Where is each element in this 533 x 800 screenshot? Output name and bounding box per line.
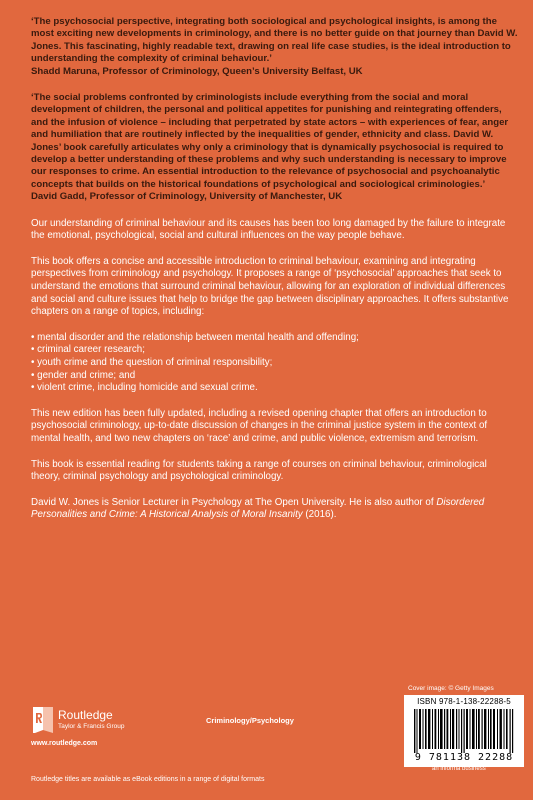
list-item: • mental disorder and the relationship between mental health and offending; [31,332,518,345]
intro-paragraph: Our understanding of criminal behaviour and its causes has been too long damaged by the failure to integrate the emotional, psychological, social and cultural influences on the way people behave. [31,217,506,242]
endorsement-quote-1: ‘The psychosocial perspective, integrating both sociological and psychological insights, is among the most exciting new developments in criminology, and there is no better guide on that journey than David W. Jones. This fascinating, highly readable text, drawing on real life case studies, is the ideal introduction to understanding the complexity of criminal behaviour.’ Shadd Maruna, Professor of Criminology, Queen’s University Belfast, UK [31,16,518,77]
list-item: • gender and crime; and [31,370,518,383]
offers-paragraph: This book offers a concise and accessible introduction to criminal behaviour, examining and integrating perspectives from criminology and psychology. It proposes a range of ‘psychosocial’ approaches that seek to understand the emotions that surround criminal behaviour, allowing for an exploration of individual differences and social and culture issues that help to bridge the gap between disciplinary approaches. It offers substantive chapters on a range of topics, including: [31,255,509,318]
endorsement-attribution-2: David Gadd, Professor of Criminology, University of Manchester, UK [31,191,343,203]
isbn-number: ISBN 978-1-138-22288-5 [417,697,511,706]
essential-paragraph: This book is essential reading for students taking a range of courses on criminal behaviour, criminological theory, criminal psychology and psychological criminology. [31,458,487,483]
edition-paragraph: This new edition has been fully updated, including a revised opening chapter that offers an introduction to psychosocial criminology, up-to-date discussion of changes in the criminal justice system in the context of mental health, and two new chapters on ‘race’ and crime, and public violence, extremism and terrorism. [31,407,488,444]
publisher-brand [58,708,124,730]
list-item: • youth crime and the question of criminal responsibility; [31,357,518,370]
routledge-logo-icon [31,706,55,734]
subject-category: Criminology/Psychology [206,716,294,725]
publisher-name: Routledge [58,708,113,722]
author-book-title: Disordered Personalities and Crime: A Historical Analysis of Moral Insanity [31,496,485,521]
endorsement-attribution-1: Shadd Maruna, Professor of Criminology, Queen’s University Belfast, UK [31,65,363,77]
author-name: David W. Jones [31,496,100,508]
list-item: • violent crime, including homicide and sexual crime. [31,382,518,395]
publisher-group: Taylor & Francis Group [58,723,125,730]
barcode-digits: 9 781138 22288 [414,752,514,763]
cover-image-credit: Cover image: © Getty Images [408,685,494,692]
endorsement-quote-2: ‘The social problems confronted by criminologists include everything from the social and moral development of children, the personal and political appetites for punishing and reintegrating offenders, and the infusion of violence – including that perpetrated by state actors – with experiences of fear, anger and humiliation that are routinely inflected by the inequalities of gender, ethnicity and class. David W. Jones’ book carefully articulates why only a criminology that is dynamically psychosocial is required to develop a better understanding of these problems and why such understanding is necessary to improve our responses to crime. An essential introduction to the relevance of psychosocial and psychoanalytic concepts that builds on the historical foundations of psychological and sociological criminologies.’ David Gadd, Professor of Criminology, University of Manchester, UK [31,92,518,204]
ebook-note: Routledge titles are available as eBook editions in a range of digital formats [31,776,265,783]
cover-text [31,16,518,535]
isbn-barcode-box [404,695,524,767]
topics-list [31,332,518,395]
barcode-icon [412,709,516,753]
list-item: • criminal career research; [31,344,518,357]
publisher-url: www.routledge.com [31,740,98,747]
author-bio: David W. Jones is Senior Lecturer in Psychology at The Open University. He is also author of Disordered Personalities and Crime: A Historical Analysis of Moral Insanity (2016). [31,496,485,521]
informa-tagline: an informa business [432,766,486,772]
